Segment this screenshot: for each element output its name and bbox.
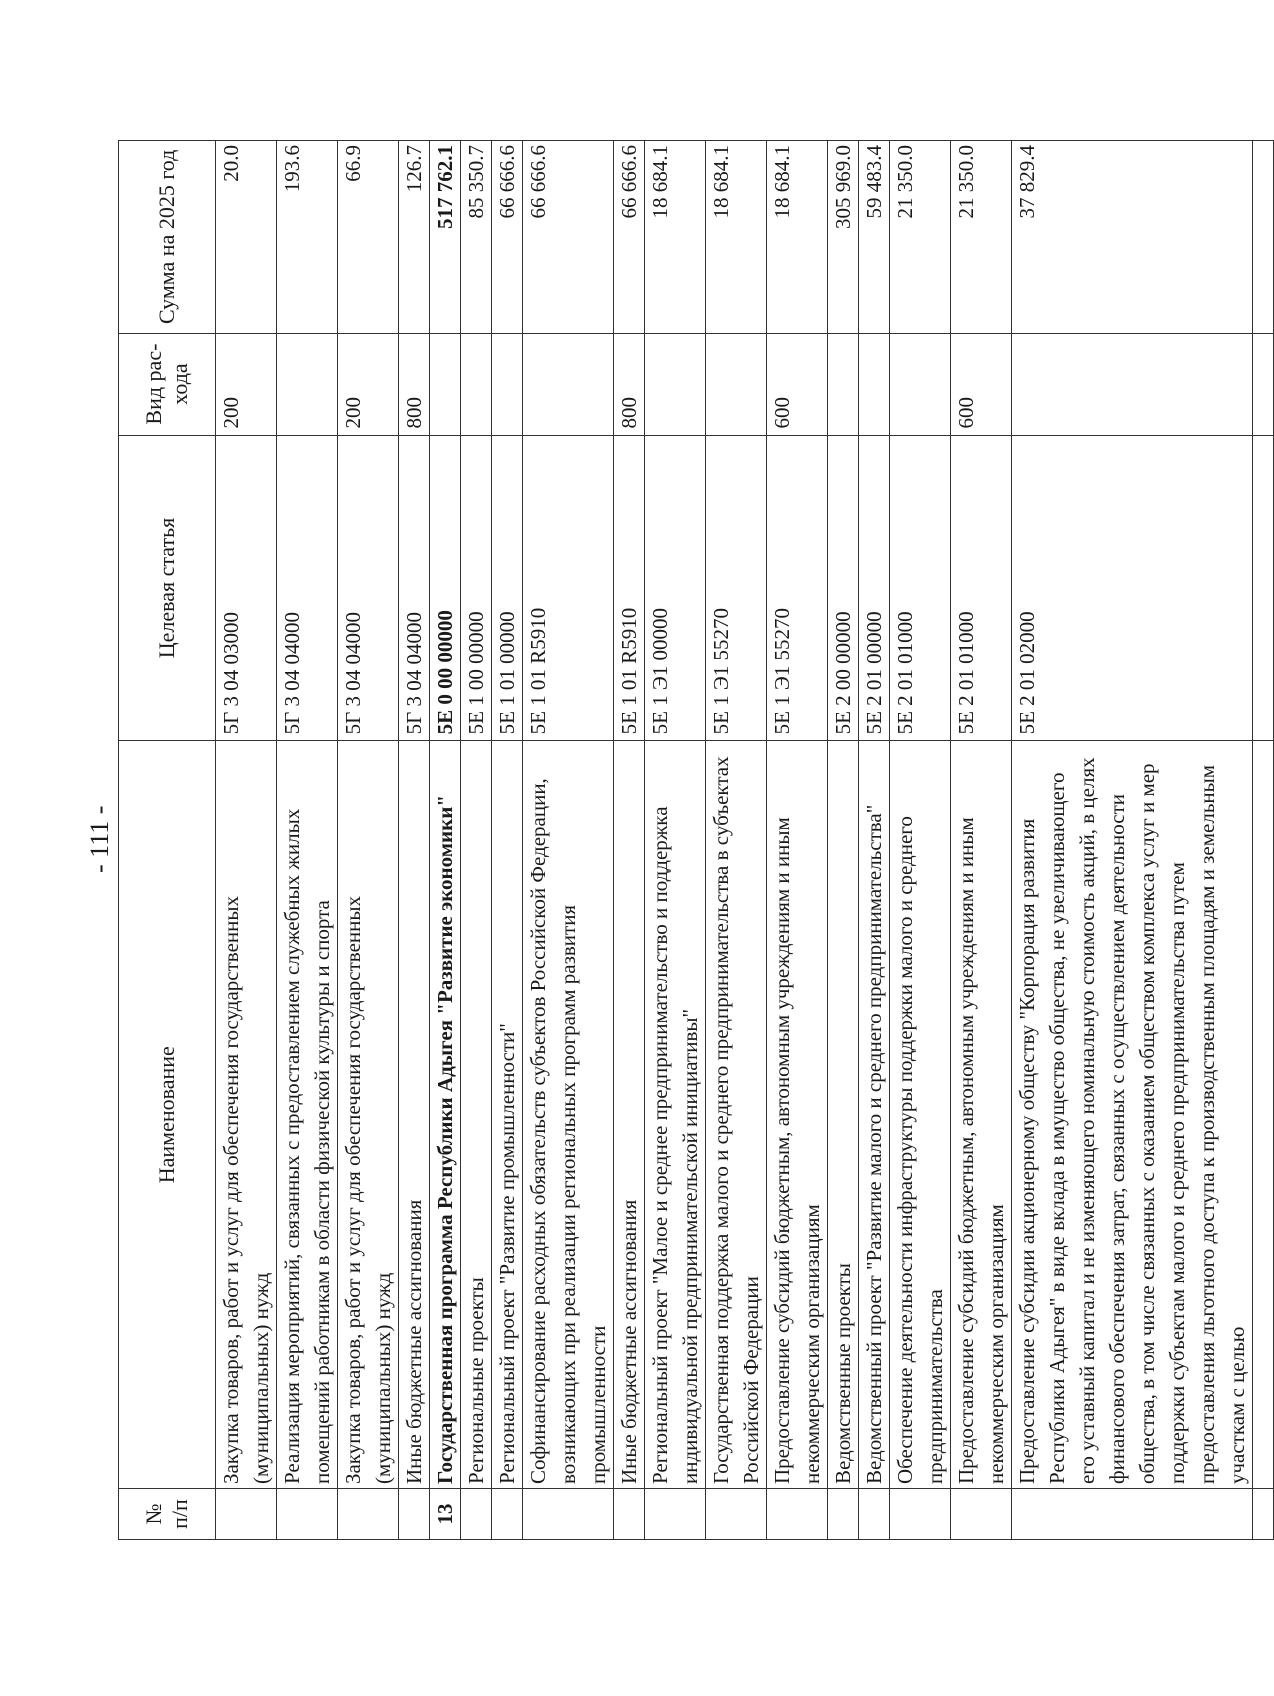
row-name-cell: Предоставление субсидий бюджетным, автономным учреждениям и иным некоммерческим организациям [767, 741, 828, 1489]
row-target-cell: 5Г 3 04 03000 [216, 435, 277, 741]
header-name: Наименование [119, 741, 216, 1489]
row-expense-type-cell [1012, 333, 1253, 435]
row-amount-cell: 21 350.0 [951, 141, 1012, 334]
header-amount: Сумма на 2025 год [119, 141, 216, 334]
row-num-cell [338, 1489, 399, 1540]
row-amount-cell: 126.7 [399, 141, 430, 334]
row-num-cell [828, 1489, 859, 1540]
table-row [890, 141, 951, 1540]
budget-table-container [118, 140, 1249, 1540]
row-name-cell: Закупка товаров, работ и услуг для обеспечения государственных (муниципальных) нужд [216, 741, 277, 1489]
page-number: - 111 - [85, 805, 114, 873]
row-amount-cell: 66.9 [338, 141, 399, 334]
blank-cell [1253, 741, 1274, 1489]
row-expense-type-cell [523, 333, 614, 435]
row-num-cell [859, 1489, 890, 1540]
row-name-cell: Предоставление субсидии акционерному обществу "Корпорация развития Республики Адыгея" в виде вклада в имущество общества, не увеличивающего его уставный капитал и не изменяющего номинальную стоимость акций, в целях финансового обеспечения затрат, связанных с осуществлением деятельности общества, в том числе связанных с оказанием обществом комплекса услуг и мер поддержки субъектам малого и среднего предпринимательства путем предоставления льготного доступа к производственным площадям и земельным участкам с целью [1012, 741, 1253, 1489]
row-expense-type-cell: 600 [951, 333, 1012, 435]
row-amount-cell: 18 684.1 [645, 141, 706, 334]
table-row [492, 141, 523, 1540]
row-name-cell: Предоставление субсидий бюджетным, автономным учреждениям и иным некоммерческим организациям [951, 741, 1012, 1489]
blank-cell [1253, 333, 1274, 435]
row-amount-cell: 66 666.6 [492, 141, 523, 334]
row-amount-cell: 20.0 [216, 141, 277, 334]
row-num-cell [890, 1489, 951, 1540]
row-num-cell [767, 1489, 828, 1540]
row-amount-cell: 18 684.1 [767, 141, 828, 334]
row-expense-type-cell: 800 [399, 333, 430, 435]
row-name-cell: Региональный проект "Малое и среднее предпринимательство и поддержка индивидуальной предпринимательской инициативы" [645, 741, 706, 1489]
row-num-cell [277, 1489, 338, 1540]
row-target-cell: 5Е 1 01 00000 [492, 435, 523, 741]
blank-cell [1253, 141, 1274, 334]
row-target-cell: 5Е 2 01 01000 [890, 435, 951, 741]
table-row [614, 141, 645, 1540]
row-num-cell [523, 1489, 614, 1540]
row-expense-type-cell [890, 333, 951, 435]
table-row [859, 141, 890, 1540]
row-amount-cell: 85 350.7 [461, 141, 492, 334]
row-expense-type-cell [706, 333, 767, 435]
row-num-cell [645, 1489, 706, 1540]
row-amount-cell: 59 483.4 [859, 141, 890, 334]
table-row [523, 141, 614, 1540]
row-name-cell: Региональные проекты [461, 741, 492, 1489]
row-target-cell: 5Г 3 04 04000 [399, 435, 430, 741]
row-num-cell [706, 1489, 767, 1540]
row-expense-type-cell [828, 333, 859, 435]
row-num-cell [492, 1489, 523, 1540]
row-target-cell: 5Е 1 Э1 00000 [645, 435, 706, 741]
row-num-cell [1012, 1489, 1253, 1540]
row-num-cell [951, 1489, 1012, 1540]
row-expense-type-cell [645, 333, 706, 435]
table-row [951, 141, 1012, 1540]
row-amount-cell: 18 684.1 [706, 141, 767, 334]
row-target-cell: 5Е 1 Э1 55270 [706, 435, 767, 741]
row-num-cell [216, 1489, 277, 1540]
row-expense-type-cell: 200 [338, 333, 399, 435]
table-row [1012, 141, 1253, 1540]
row-name-cell: Государственная программа Республики Адыгея "Развитие экономики" [430, 741, 461, 1489]
table-row [399, 141, 430, 1540]
blank-cell [1253, 435, 1274, 741]
row-name-cell: Государственная поддержка малого и среднего предпринимательства в субъектах Российской Федерации [706, 741, 767, 1489]
row-amount-cell: 66 666.6 [523, 141, 614, 334]
row-target-cell: 5Е 0 00 00000 [430, 435, 461, 741]
row-expense-type-cell [430, 333, 461, 435]
row-name-cell: Ведомственные проекты [828, 741, 859, 1489]
row-target-cell: 5Е 2 01 00000 [859, 435, 890, 741]
row-num-cell [399, 1489, 430, 1540]
row-target-cell: 5Е 2 00 00000 [828, 435, 859, 741]
row-target-cell: 5Г 3 04 04000 [277, 435, 338, 741]
row-name-cell: Софинансирование расходных обязательств субъектов Российской Федерации, возникающих при реализации региональных программ развития промышленности [523, 741, 614, 1489]
row-expense-type-cell [461, 333, 492, 435]
row-amount-cell: 66 666.6 [614, 141, 645, 334]
row-amount-cell: 305 969.0 [828, 141, 859, 334]
row-expense-type-cell [859, 333, 890, 435]
row-amount-cell: 37 829.4 [1012, 141, 1253, 334]
row-num-cell [461, 1489, 492, 1540]
table-body [216, 141, 1274, 1540]
header-num: № п/п [119, 1489, 216, 1540]
table-row [767, 141, 828, 1540]
table-row [338, 141, 399, 1540]
row-expense-type-cell [277, 333, 338, 435]
row-num-cell: 13 [430, 1489, 461, 1540]
row-name-cell: Ведомственный проект "Развитие малого и среднего предпринимательства" [859, 741, 890, 1489]
row-amount-cell: 21 350.0 [890, 141, 951, 334]
row-name-cell: Реализация мероприятий, связанных с предоставлением служебных жилых помещений работникам в области физической культуры и спорта [277, 741, 338, 1489]
row-expense-type-cell: 800 [614, 333, 645, 435]
row-target-cell: 5Е 1 01 R5910 [614, 435, 645, 741]
row-target-cell: 5Г 3 04 04000 [338, 435, 399, 741]
row-amount-cell: 517 762.1 [430, 141, 461, 334]
row-expense-type-cell [492, 333, 523, 435]
row-target-cell: 5Е 1 01 R5910 [523, 435, 614, 741]
row-amount-cell: 193.6 [277, 141, 338, 334]
row-target-cell: 5Е 1 Э1 55270 [767, 435, 828, 741]
table-row [706, 141, 767, 1540]
row-name-cell: Иные бюджетные ассигнования [399, 741, 430, 1489]
blank-cell [1253, 1489, 1274, 1540]
row-name-cell: Иные бюджетные ассигнования [614, 741, 645, 1489]
table-row [645, 141, 706, 1540]
row-num-cell [614, 1489, 645, 1540]
row-target-cell: 5Е 2 01 01000 [951, 435, 1012, 741]
row-name-cell: Обеспечение деятельности инфраструктуры поддержки малого и среднего предпринимательства [890, 741, 951, 1489]
budget-table [118, 140, 1274, 1540]
row-name-cell: Закупка товаров, работ и услуг для обеспечения государственных (муниципальных) нужд [338, 741, 399, 1489]
table-row [277, 141, 338, 1540]
header-target: Целевая статья [119, 435, 216, 741]
table-row [430, 141, 461, 1540]
table-header-row [119, 141, 216, 1540]
table-row [828, 141, 859, 1540]
row-expense-type-cell: 600 [767, 333, 828, 435]
blank-row [1253, 141, 1274, 1540]
header-expense-type: Вид рас-хода [119, 333, 216, 435]
table-row [461, 141, 492, 1540]
row-name-cell: Региональный проект "Развитие промышленности" [492, 741, 523, 1489]
row-target-cell: 5Е 2 01 02000 [1012, 435, 1253, 741]
table-row [216, 141, 277, 1540]
row-target-cell: 5Е 1 00 00000 [461, 435, 492, 741]
row-expense-type-cell: 200 [216, 333, 277, 435]
